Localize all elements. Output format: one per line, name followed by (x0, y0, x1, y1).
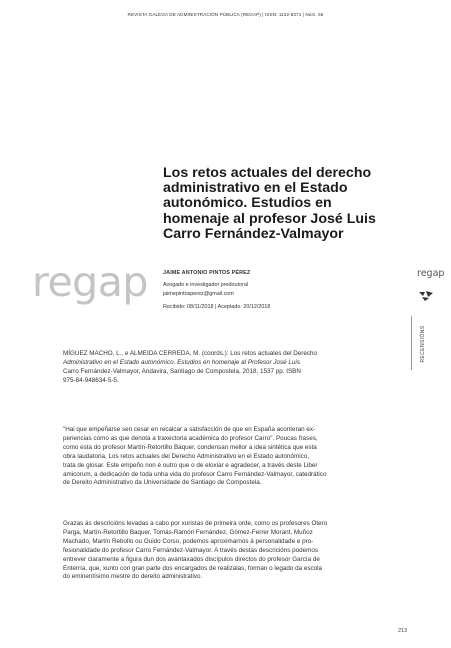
section-label: RECENSIÓNS (420, 325, 426, 363)
second-paragraph (63, 520, 407, 582)
paragraph-line: do eminentísimo mestre do dereito administrativo. (63, 573, 203, 581)
paragraph-line: obra laudatoria, Los retos actuales del Derecho Administrativo en el Estado autonómico, (63, 452, 310, 460)
paragraph-line: Parga, Martín-Retortillo Baquer, Tomás-Ramón Fernández, Gómez-Ferrer Morant, Muñoz (63, 528, 313, 536)
paragraph-line: periencias como as que denota a traxectoria académica do profesor Carro". Poucas frases, (63, 434, 318, 442)
paragraph-line: de Dereito Administrativo da Universidade de Santiago de Compostela. (63, 479, 262, 487)
reference-line: 975-84-948634-5-5. (63, 376, 119, 384)
page-number: 213 (398, 628, 408, 634)
paragraph-line: Grazas ás descricións levadas a cabo por xuristas de primeira orde, como os profesores Otero (63, 520, 328, 527)
reference-line: MÍGUEZ MACHO, L., e ALMEIDA CERREDA, M. (coords.): Los retos actuales del Derecho (63, 350, 318, 357)
paragraph-line: entrever claramente a figura dun dos avantaxados discípulos directos do profesor García de (63, 555, 320, 563)
author-block (163, 269, 270, 312)
author-email: jaimepintosperez@gmail.com (163, 291, 234, 297)
article-title (163, 166, 413, 242)
title-line: administrativo en el Estado (163, 180, 348, 197)
book-reference (63, 350, 407, 386)
paragraph-line: amicorum, a dedicación de toda unha vida do profesor Carro Fernández-Valmayor, catedrático (63, 470, 327, 478)
title-line: Carro Fernández-Valmayor (163, 225, 344, 242)
paragraph-line: Machado, Martín Rebollo ou Guido Corso, podemos aproximarnos á personalidade e pro- (63, 537, 314, 545)
paragraph-line: como esta do profesor Martín-Retortillo Baquer, condensan mellor a idea sintética que esta (63, 443, 317, 451)
received-accepted-dates: Recibido: 08/11/2018 | Aceptado: 20/12/2018 (163, 304, 271, 310)
regap-logo: regap (32, 258, 148, 306)
reference-line: Administrativo en el Estado autonómico. Estudios en homenaje al Profesor José Luis (63, 358, 300, 366)
side-regap-logo: regap (417, 268, 445, 279)
paragraph-line: fesionalidade do profesor Carro Fernández-Valmayor. A través destas descricións podemos (63, 546, 319, 554)
title-line: homenaje al profesor José Luis (163, 210, 376, 227)
paragraph-line: trata de glosar. Este empeño non é outro que o de eloxiar e agradecer, a través deste Liber (63, 461, 318, 469)
opening-paragraph (63, 426, 407, 488)
paragraph-line: "Hai que empeñarse sen cesar en recalcar a satisfacción de que en España aconteran ex- (63, 426, 316, 433)
side-divider (411, 316, 412, 370)
reference-line: Carro Fernández-Valmayor, Andavira, Santiago de Compostela, 2018, 1537 pp. ISBN (63, 367, 301, 375)
author-name: JAIME ANTONIO PINTOS PÉREZ (163, 270, 251, 276)
title-line: Los retos actuales del derecho (163, 165, 372, 181)
paragraph-line: Enterría, que, xunto con gran parte dos encargados de realizalas, forman o legado da escola (63, 564, 323, 572)
author-role: Avogado e investigador predoutoral (163, 282, 249, 288)
title-line: autonómico. Estudios en (163, 195, 332, 212)
regap-emblem-icon (418, 290, 434, 302)
journal-header: REVISTA GALEGA DE ADMINISTRACIÓN PÚBLICA (REGAP) | ISSN: 1132-8371 | Núm. 56 (127, 12, 324, 17)
